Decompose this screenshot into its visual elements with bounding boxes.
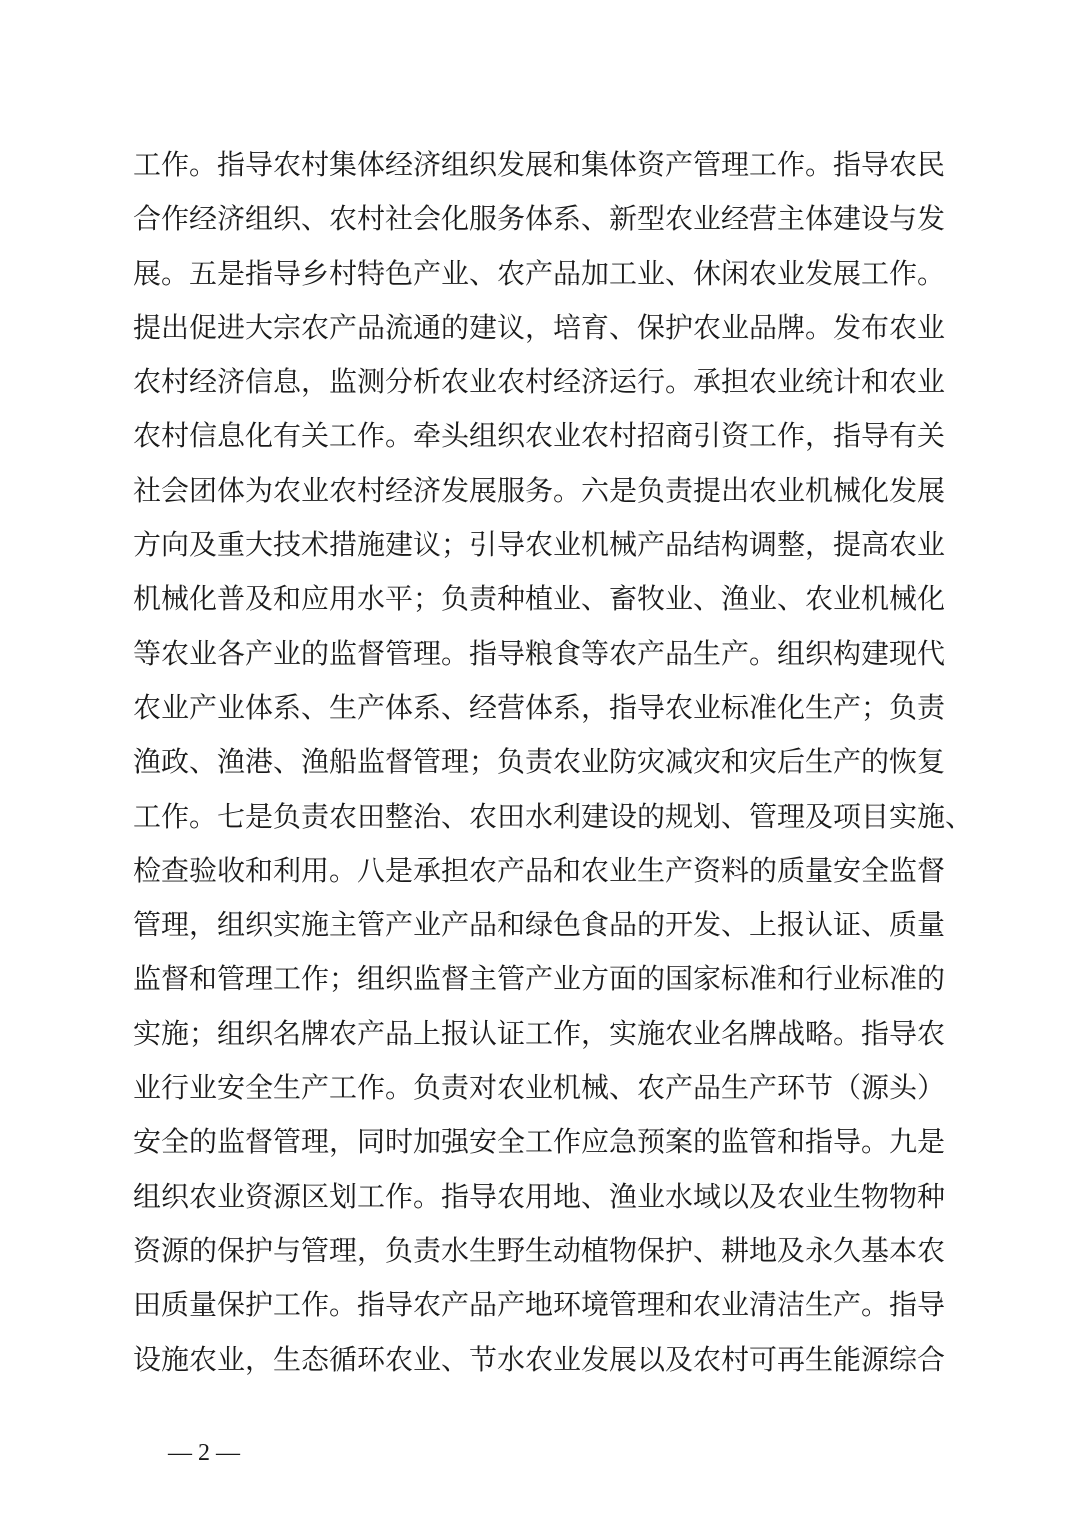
text-line: 方向及重大技术措施建议；引导农业机械产品结构调整，提高农业 — [133, 528, 946, 562]
text-line: 监督和管理工作；组织监督主管产业方面的国家标准和行业标准的 — [133, 962, 946, 996]
text-line: 安全的监督管理，同时加强安全工作应急预案的监管和指导。九是 — [133, 1125, 946, 1159]
text-line: 工作。七是负责农田整治、农田水利建设的规划、管理及项目实施、 — [133, 799, 974, 833]
text-line: 合作经济组织、农村社会化服务体系、新型农业经营主体建设与发 — [133, 202, 946, 236]
text-line: 田质量保护工作。指导农产品产地环境管理和农业清洁生产。指导 — [133, 1288, 946, 1322]
body-text — [133, 138, 974, 1387]
text-line: 设施农业，生态循环农业、节水农业发展以及农村可再生能源综合 — [133, 1342, 946, 1376]
text-line: 机械化普及和应用水平；负责种植业、畜牧业、渔业、农业机械化 — [133, 582, 946, 616]
text-line: 资源的保护与管理，负责水生野生动植物保护、耕地及永久基本农 — [133, 1233, 946, 1267]
text-line: 提出促进大宗农产品流通的建议，培育、保护农业品牌。发布农业 — [133, 310, 946, 344]
text-line: 展。五是指导乡村特色产业、农产品加工业、休闲农业发展工作。 — [133, 256, 946, 290]
text-line: 等农业各产业的监督管理。指导粮食等农产品生产。组织构建现代 — [133, 636, 946, 670]
text-line: 实施；组织名牌农产品上报认证工作，实施农业名牌战略。指导农 — [133, 1016, 946, 1050]
text-line: 检查验收和利用。八是承担农产品和农业生产资料的质量安全监督 — [133, 853, 946, 887]
page-number: — 2 — — [168, 1440, 240, 1466]
text-line: 组织农业资源区划工作。指导农用地、渔业水域以及农业生物物种 — [133, 1179, 946, 1213]
text-line: 农业产业体系、生产体系、经营体系，指导农业标准化生产；负责 — [133, 690, 946, 724]
text-line: 渔政、渔港、渔船监督管理；负责农业防灾减灾和灾后生产的恢复 — [133, 745, 946, 779]
text-line: 农村信息化有关工作。牵头组织农业农村招商引资工作，指导有关 — [133, 419, 946, 453]
text-line: 业行业安全生产工作。负责对农业机械、农产品生产环节（源头） — [133, 1071, 946, 1105]
text-line: 管理，组织实施主管产业产品和绿色食品的开发、上报认证、质量 — [133, 908, 946, 942]
text-line: 工作。指导农村集体经济组织发展和集体资产管理工作。指导农民 — [133, 148, 946, 181]
text-line: 农村经济信息，监测分析农业农村经济运行。承担农业统计和农业 — [133, 365, 946, 399]
text-line: 社会团体为农业农村经济发展服务。六是负责提出农业机械化发展 — [133, 473, 946, 507]
